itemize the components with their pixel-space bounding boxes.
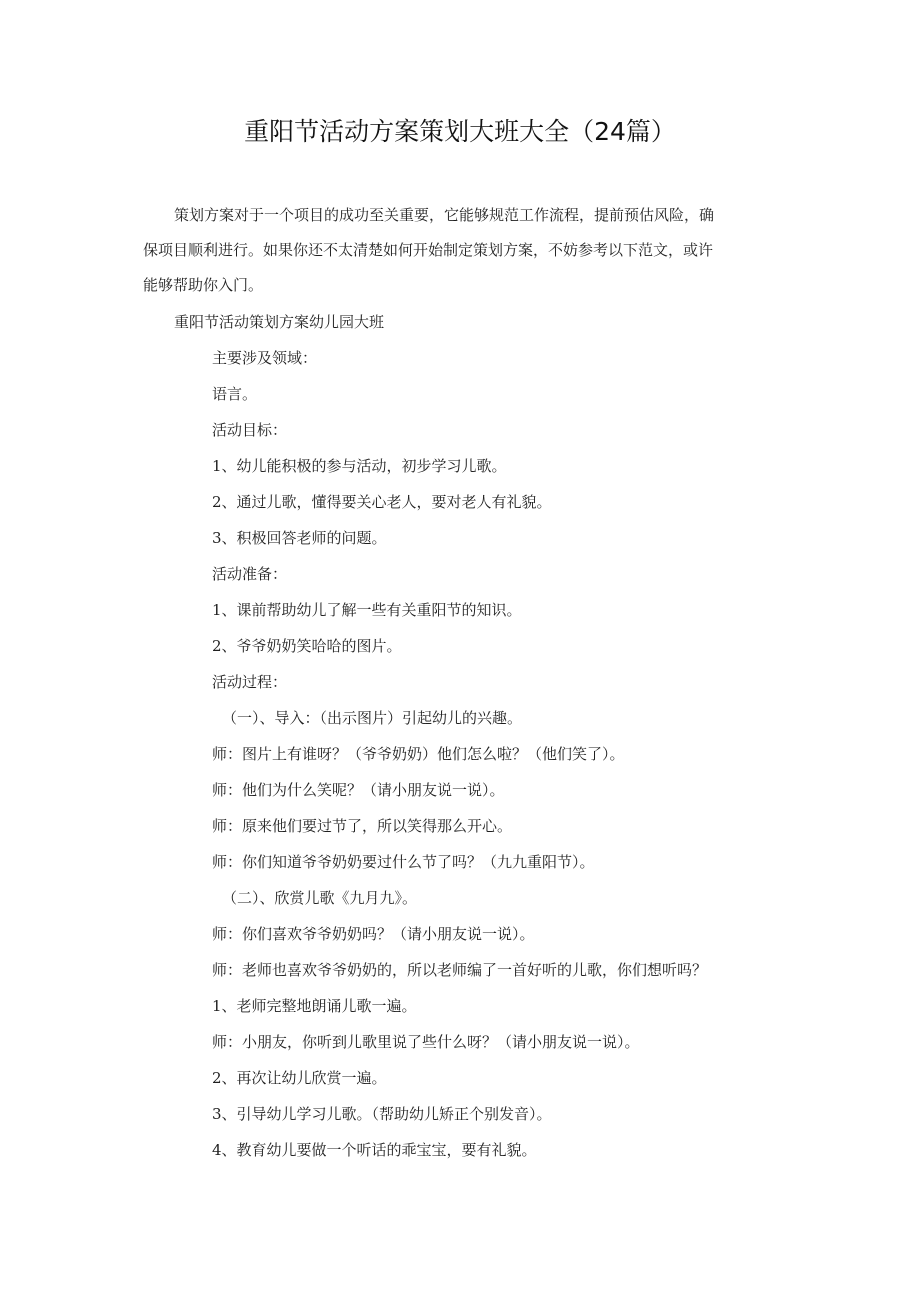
body-line: 活动目标： (212, 421, 288, 439)
body-line: （二）、欣赏儿歌《九月九》。 (222, 889, 418, 907)
body-line: 师：小朋友，你听到儿歌里说了些什么呀？（请小朋友说一说）。 (212, 1033, 640, 1051)
body-line: （一）、导入：（出示图片）引起幼儿的兴趣。 (222, 709, 523, 727)
body-line: 1、课前帮助幼儿了解一些有关重阳节的知识。 (212, 601, 522, 619)
body-line: 师：你们知道爷爷奶奶要过什么节了吗？（九九重阳节）。 (212, 853, 595, 871)
document-title: 重阳节活动方案策划大班大全（24篇） (244, 117, 676, 146)
body-line: 语言。 (212, 385, 258, 403)
body-line: 活动准备： (212, 565, 288, 583)
body-line: 4、教育幼儿要做一个听话的乖宝宝，要有礼貌。 (212, 1141, 537, 1159)
body-line: 1、幼儿能积极的参与活动，初步学习儿歌。 (212, 457, 507, 475)
body-line: 师：老师也喜欢爷爷奶奶的，所以老师编了一首好听的儿歌，你们想听吗？ (212, 961, 708, 979)
intro-line-2: 保项目顺利进行。如果你还不太清楚如何开始制定策划方案，不妨参考以下范文，或许 (143, 241, 714, 259)
body-line: 2、再次让幼儿欣赏一遍。 (212, 1069, 387, 1087)
section-title: 重阳节活动策划方案幼儿园大班 (174, 313, 385, 331)
body-line: 3、积极回答老师的问题。 (212, 529, 387, 547)
body-line: 3、引导幼儿学习儿歌。（帮助幼儿矫正个别发音）。 (212, 1105, 552, 1123)
body-line: 活动过程： (212, 673, 288, 691)
body-line: 1、老师完整地朗诵儿歌一遍。 (212, 997, 417, 1015)
body-line: 主要涉及领域： (212, 349, 318, 367)
intro-paragraph (143, 198, 784, 303)
body-line: 师：你们喜欢爷爷奶奶吗？（请小朋友说一说）。 (212, 925, 535, 943)
body-line: 2、爷爷奶奶笑哈哈的图片。 (212, 637, 402, 655)
body-line: 师：原来他们要过节了，所以笑得那么开心。 (212, 817, 513, 835)
intro-line-3: 能够帮助你入门。 (143, 276, 264, 294)
body-line: 师：他们为什么笑呢？（请小朋友说一说）。 (212, 781, 505, 799)
intro-line-1: 策划方案对于一个项目的成功至关重要，它能够规范工作流程，提前预估风险，确 (174, 206, 715, 224)
body-line: 师：图片上有谁呀？（爷爷奶奶）他们怎么啦？（他们笑了）。 (212, 745, 625, 763)
body-line: 2、通过儿歌，懂得要关心老人，要对老人有礼貌。 (212, 493, 552, 511)
